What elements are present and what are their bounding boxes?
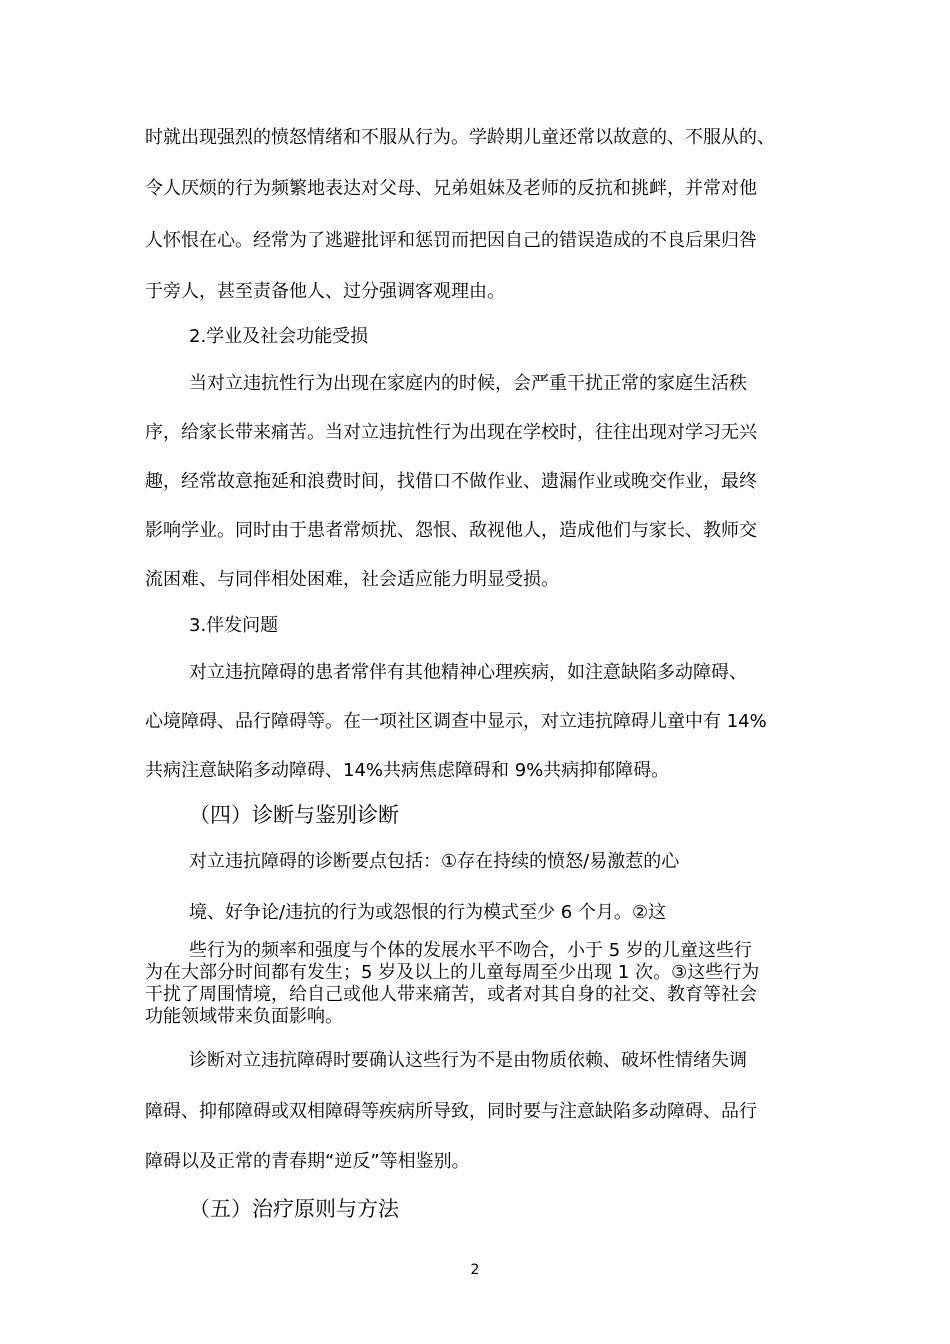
body-text-line: 为在大部分时间都有发生；5 岁及以上的儿童每周至少出现 1 次。③这些行为 bbox=[145, 962, 760, 983]
body-text-line: 障碍以及正常的青春期“逆反”等相鉴别。 bbox=[145, 1151, 470, 1172]
body-text-line: 影响学业。同时由于患者常烦扰、怨恨、敌视他人，造成他们与家长、教师交 bbox=[145, 520, 757, 541]
body-text-line: 干扰了周围情境，给自己或他人带来痛苦，或者对其自身的社交、教育等社会 bbox=[145, 984, 757, 1005]
body-text-line: 境、好争论/违抗的行为或怨恨的行为模式至少 6 个月。②这 bbox=[189, 902, 667, 923]
diagnosis-criteria-block bbox=[145, 940, 805, 1028]
body-text-line: 对立违抗障碍的患者常伴有其他精神心理疾病，如注意缺陷多动障碍、 bbox=[189, 662, 747, 683]
section-title-academic-social: 2.学业及社会功能受损 bbox=[189, 326, 369, 347]
body-text-line: 人怀恨在心。经常为了逃避批评和惩罚而把因自己的错误造成的不良后果归咎 bbox=[145, 230, 757, 251]
body-text-line: 功能领域带来负面影响。 bbox=[145, 1006, 343, 1027]
body-text-line: 对立违抗障碍的诊断要点包括：①存在持续的愤怒/易激惹的心 bbox=[189, 851, 680, 872]
body-text-line: 心境障碍、品行障碍等。在一项社区调查中显示，对立违抗障碍儿童中有 14% bbox=[145, 711, 767, 732]
heading-treatment: （五）治疗原则与方法 bbox=[189, 1197, 399, 1221]
page-number: 2 bbox=[470, 1262, 480, 1278]
body-text-line: 障碍、抑郁障碍或双相障碍等疾病所导致，同时要与注意缺陷多动障碍、品行 bbox=[145, 1101, 757, 1122]
body-text-line: 趣，经常故意拖延和浪费时间，找借口不做作业、遗漏作业或晚交作业，最终 bbox=[145, 471, 757, 492]
body-text-line: 些行为的频率和强度与个体的发展水平不吻合，小于 5 岁的儿童这些行 bbox=[189, 940, 752, 961]
section-title-comorbidity: 3.伴发问题 bbox=[189, 615, 279, 636]
body-text-line: 序，给家长带来痛苦。当对立违抗性行为出现在学校时，往往出现对学习无兴 bbox=[145, 422, 757, 443]
body-text-line: 共病注意缺陷多动障碍、14%共病焦虑障碍和 9%共病抑郁障碍。 bbox=[145, 760, 670, 781]
body-text-line: 当对立违抗性行为出现在家庭内的时候，会严重干扰正常的家庭生活秩 bbox=[189, 373, 747, 394]
body-text-line: 令人厌烦的行为频繁地表达对父母、兄弟姐妹及老师的反抗和挑衅，并常对他 bbox=[145, 178, 757, 199]
body-text-line: 诊断对立违抗障碍时要确认这些行为不是由物质依赖、破坏性情绪失调 bbox=[189, 1050, 747, 1071]
body-text-line: 时就出现强烈的愤怒情绪和不服从行为。学龄期儿童还常以故意的、不服从的、 bbox=[145, 127, 775, 148]
body-text-line: 流困难、与同伴相处困难，社会适应能力明显受损。 bbox=[145, 569, 559, 590]
heading-diagnosis: （四）诊断与鉴别诊断 bbox=[189, 803, 399, 827]
body-text-line: 于旁人，甚至责备他人、过分强调客观理由。 bbox=[145, 281, 505, 302]
